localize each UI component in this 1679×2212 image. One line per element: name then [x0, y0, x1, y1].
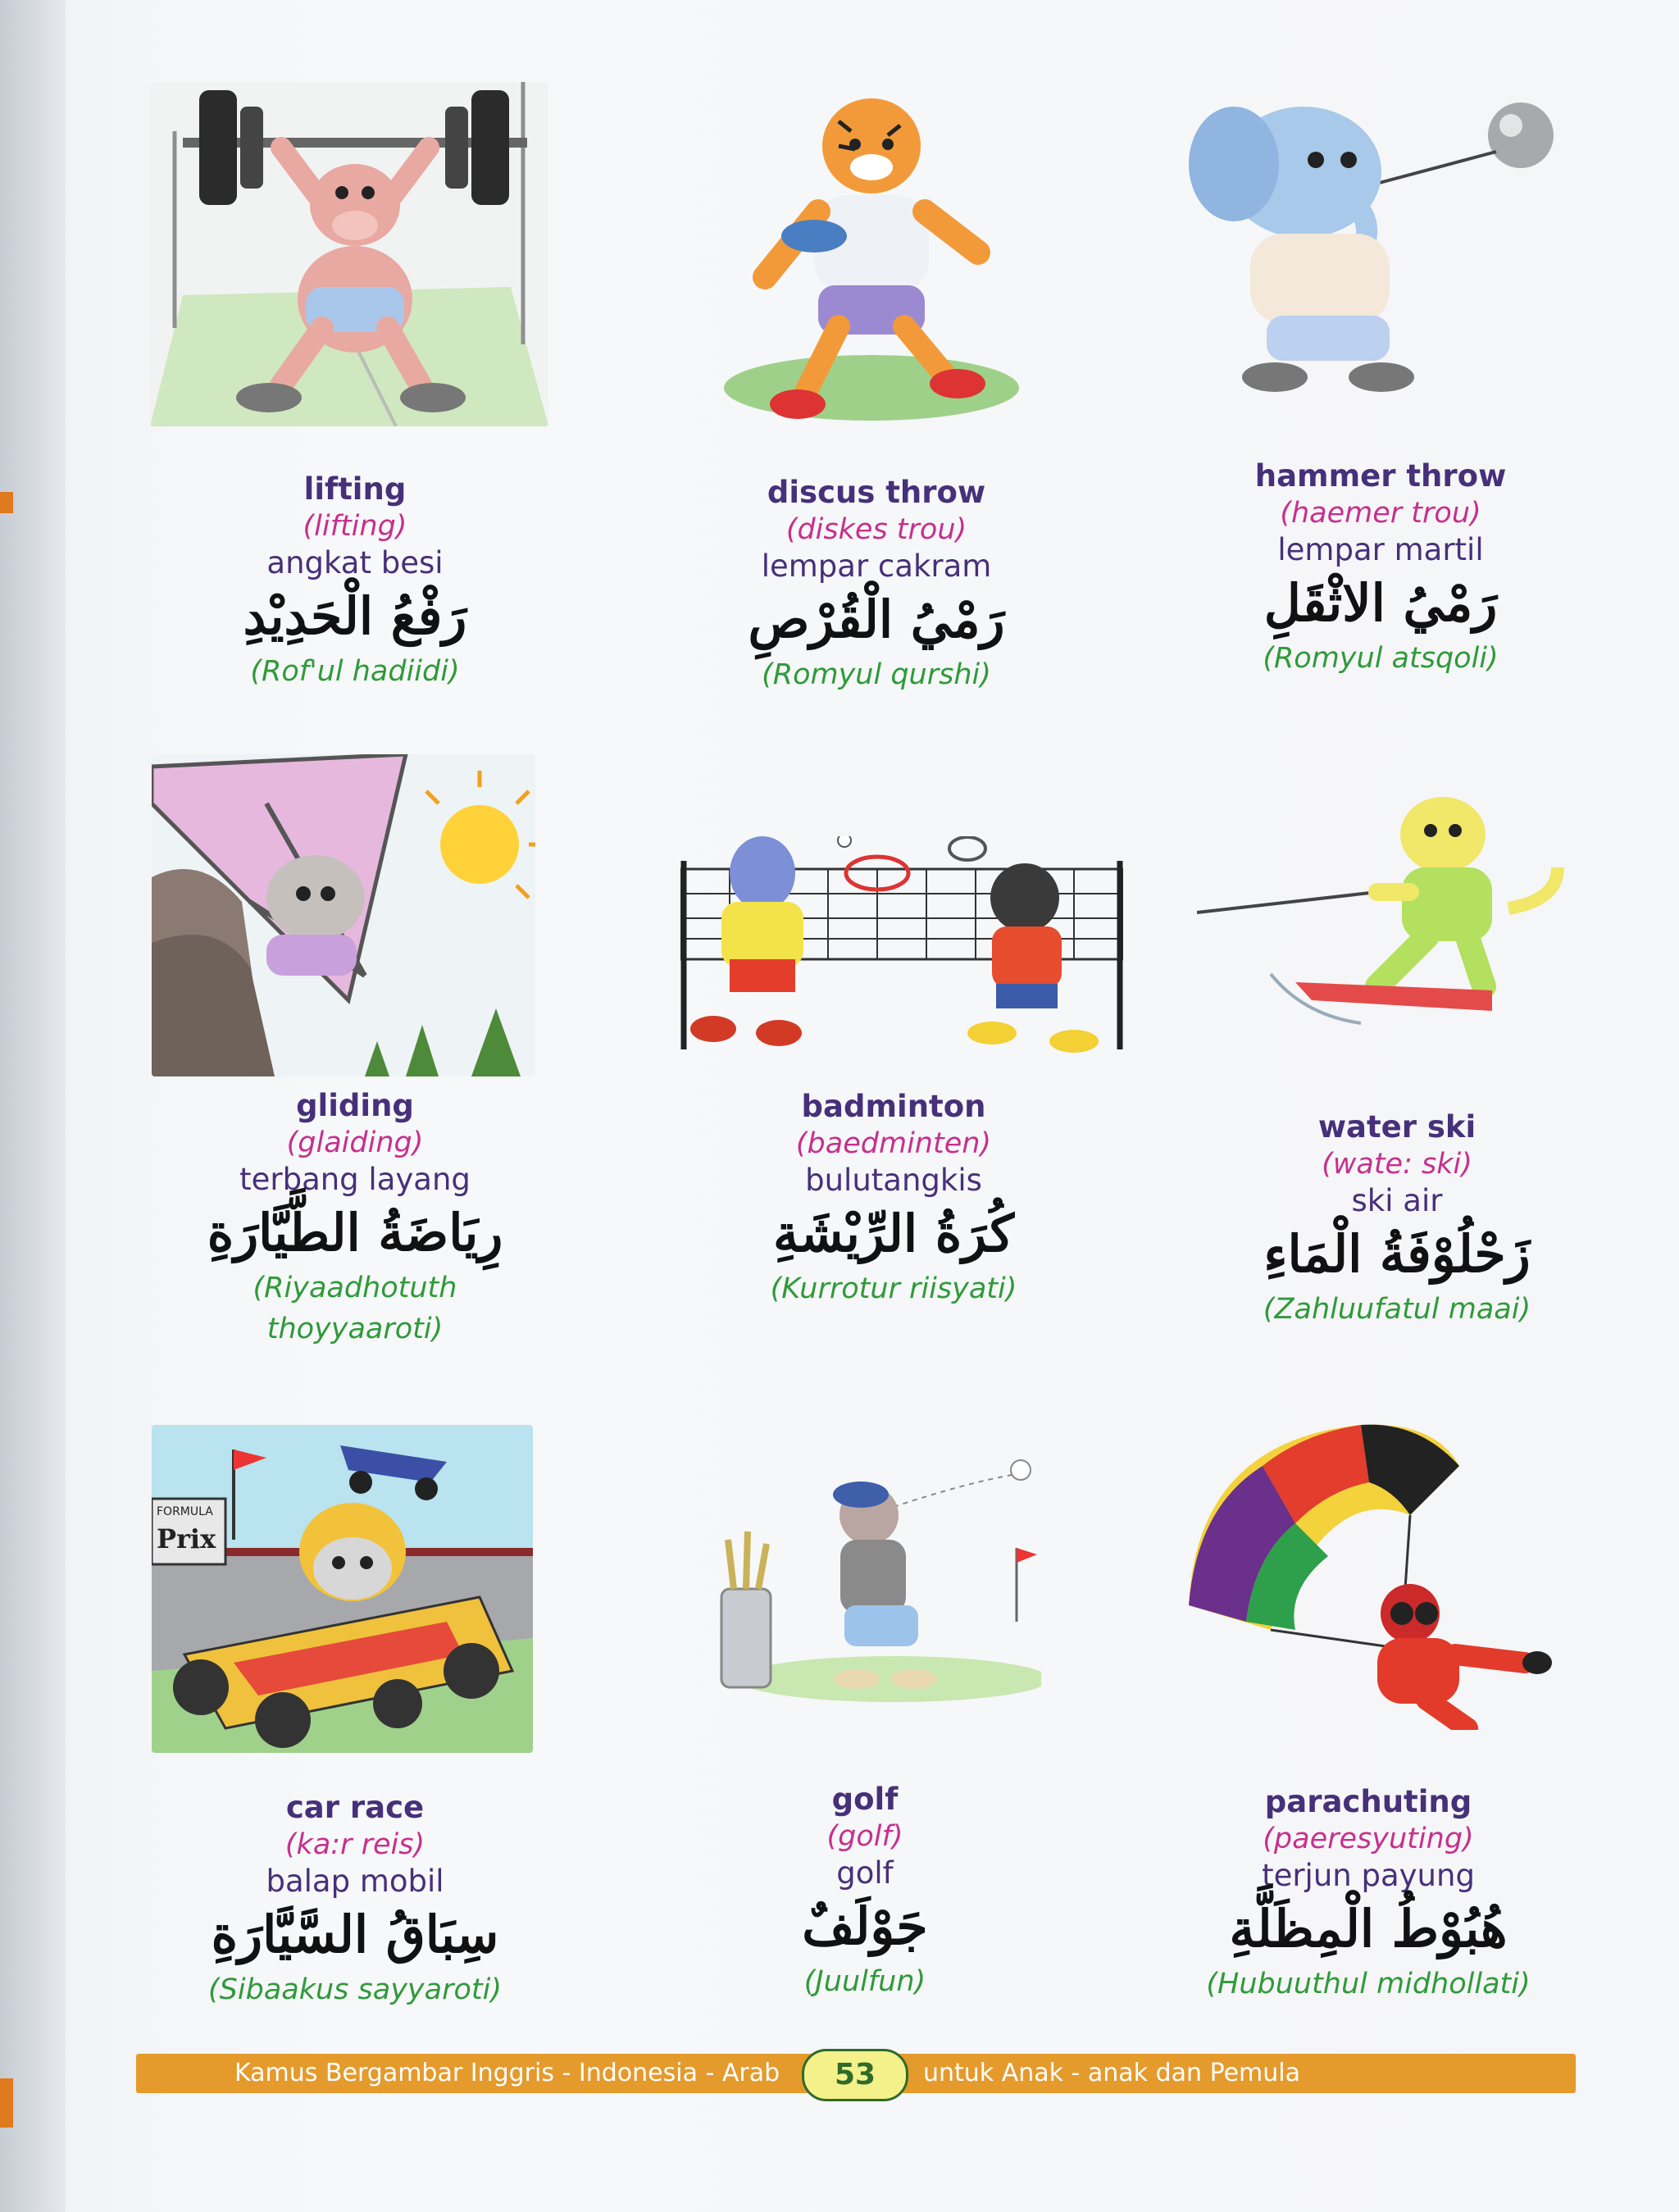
english-word: gliding [296, 1088, 414, 1123]
indonesian-word: bulutangkis [805, 1163, 982, 1198]
footer-subtitle: untuk Anak - anak dan Pemula [923, 2059, 1301, 2087]
page-number: 53 [802, 2049, 908, 2101]
english-word: badminton [801, 1089, 986, 1124]
footer-book-title: Kamus Bergambar Inggris - Indonesia - Arab [234, 2059, 780, 2087]
car-race-illustration [152, 1425, 533, 1753]
pronunciation: (paeresyuting) [1263, 1823, 1474, 1855]
arabic-word: زَحْلُوْفَةُ الْمَاءِ [1263, 1224, 1531, 1284]
golf-illustration [705, 1458, 1041, 1704]
pronunciation: (diskes trou) [785, 513, 967, 546]
water-ski-illustration [1197, 785, 1576, 1031]
transliteration: (Romyul qurshi) [762, 658, 991, 691]
hammer-throw-illustration [1152, 94, 1562, 398]
transliteration: (Juulfun) [803, 1965, 926, 1998]
arabic-word: هُبُوْطُ الْمِظَلَّةِ [1229, 1899, 1508, 1959]
transliteration: (Hubuuthul midhollati) [1206, 1968, 1531, 2000]
gliding-illustration [152, 754, 535, 1076]
pronunciation: (haemer trou) [1280, 497, 1481, 530]
entry-hammer-throw [1118, 457, 1643, 679]
transliteration: (Romyul atsqoli) [1263, 642, 1499, 675]
english-word: water ski [1317, 1109, 1477, 1145]
entry-gliding [93, 1087, 617, 1350]
indonesian-word: balap mobil [266, 1864, 444, 1899]
pronunciation: (baedminten) [795, 1127, 992, 1160]
book-spine [0, 0, 66, 2212]
english-word: hammer throw [1254, 458, 1507, 494]
transliteration: (Zahluufatul maai) [1263, 1293, 1531, 1326]
edge-tab [0, 492, 13, 513]
transliteration: (Sibaakus sayyaroti) [208, 1973, 502, 2006]
sign-prix: Prix [157, 1523, 216, 1554]
transliteration: (Kurrotur riisyati) [770, 1272, 1017, 1305]
arabic-word: سِبَاقُ السَّيَّارَةِ [211, 1905, 499, 1964]
entry-parachuting [1106, 1783, 1631, 2005]
indonesian-word: ski air [1351, 1183, 1443, 1218]
entry-golf [603, 1781, 1127, 2002]
arabic-word: رَفْعُ الْحَدِيْدِ [243, 586, 467, 646]
lifting-illustration [150, 82, 548, 426]
edge-tab [0, 2078, 13, 2128]
indonesian-word: terjun payung [1262, 1858, 1475, 1893]
english-word: golf [831, 1782, 899, 1817]
arabic-word: رِيَاضَةُ الطَّيَّارَةِ [207, 1203, 503, 1263]
transliteration: (Rof'ul hadiidi) [250, 655, 460, 688]
arabic-word: كُرَةُ الرِّيْشَةِ [773, 1204, 1014, 1263]
indonesian-word: lempar cakram [761, 548, 992, 584]
entry-lifting [93, 471, 617, 692]
page-footer [136, 2054, 1576, 2093]
english-word: discus throw [767, 475, 986, 510]
indonesian-word: golf [836, 1855, 894, 1891]
arabic-word: جَوْلَفٌ [802, 1896, 928, 1956]
indonesian-word: lempar martil [1277, 532, 1484, 567]
entry-discus-throw [614, 474, 1139, 695]
english-word: car race [285, 1790, 425, 1825]
english-word: lifting [303, 471, 407, 507]
arabic-word: رَمْيُ الاثْقَلِ [1263, 573, 1498, 633]
pronunciation: (lifting) [303, 510, 407, 543]
entry-car-race [93, 1789, 617, 2010]
discus-throw-illustration [716, 89, 1027, 425]
transliteration: (Riyaadhotuth thoyyaaroti) [253, 1272, 457, 1345]
english-word: parachuting [1264, 1784, 1472, 1819]
pronunciation: (glaiding) [286, 1126, 424, 1159]
badminton-illustration [680, 836, 1123, 1063]
arabic-word: رَمْيُ الْقُرْصِ [748, 589, 1005, 649]
entry-water-ski [1135, 1108, 1659, 1330]
entry-badminton [631, 1088, 1156, 1309]
parachuting-illustration [1164, 1417, 1570, 1730]
indonesian-word: angkat besi [266, 545, 444, 580]
pronunciation: (wate: ski) [1322, 1148, 1472, 1181]
pronunciation: (ka:r reis) [284, 1828, 425, 1861]
sign-formula: FORMULA [157, 1505, 213, 1518]
pronunciation: (golf) [826, 1820, 903, 1853]
indonesian-word: terbang layang [239, 1162, 471, 1197]
